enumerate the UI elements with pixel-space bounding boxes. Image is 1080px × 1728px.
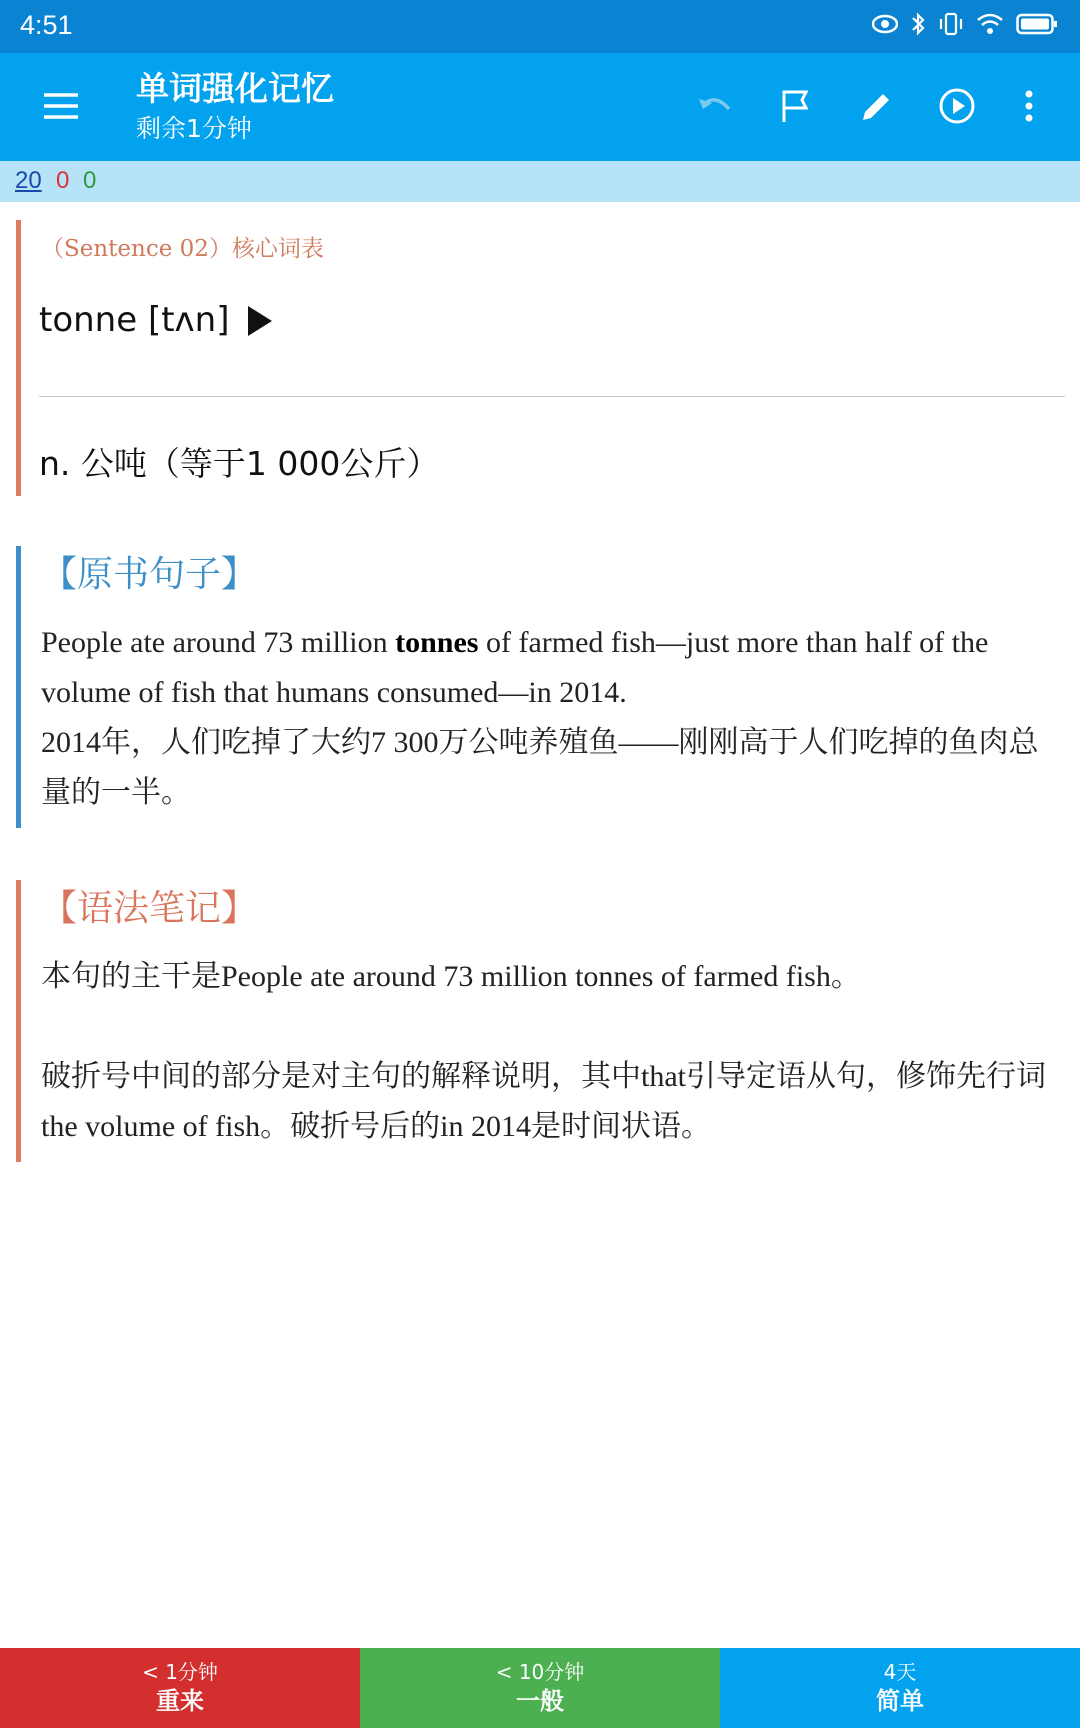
word-text: tonne [tʌn]	[39, 300, 230, 340]
sentence-en-part: People ate around 73 million	[41, 626, 396, 659]
wifi-icon	[976, 13, 1004, 39]
status-bar	[0, 0, 1080, 53]
page-subtitle: 剩余1分钟	[136, 114, 252, 143]
grammar-card	[16, 880, 1069, 1162]
status-time: 4:51	[20, 10, 73, 40]
grammar-paragraph-1: 本句的主干是People ate around 73 million tonnes of farmed fish。	[41, 960, 861, 993]
bluetooth-icon	[910, 12, 926, 40]
grammar-heading: 【语法笔记】	[41, 888, 258, 929]
vibrate-icon	[938, 12, 964, 40]
learning-count: 0	[56, 167, 70, 194]
battery-icon	[1016, 13, 1058, 39]
page-title: 单词强化记忆	[136, 69, 334, 108]
play-circle-icon[interactable]	[928, 77, 986, 135]
easy-button[interactable]	[720, 1648, 1080, 1728]
good-interval: < 10分钟	[495, 1660, 585, 1684]
more-vert-icon[interactable]	[1000, 77, 1058, 135]
again-label: 重来	[156, 1687, 204, 1715]
sentence-card	[16, 546, 1069, 828]
sentence-english	[41, 618, 1061, 718]
sentence-chinese: 2014年，人们吃掉了大约7 300万公吨养殖鱼——刚刚高于人们吃掉的鱼肉总量的一半。	[41, 726, 1039, 809]
highlighted-word: tonnes	[395, 626, 479, 659]
counts-bar	[0, 161, 1080, 202]
good-label: 一般	[516, 1687, 564, 1715]
title-block	[136, 67, 334, 147]
word-meaning: n. 公吨（等于1 000公斤）	[39, 444, 440, 483]
answer-buttons	[0, 1648, 1080, 1728]
word-card	[16, 220, 1069, 496]
app-bar	[0, 53, 1080, 161]
eye-icon	[872, 14, 898, 38]
word-source: （Sentence 02）核心词表	[41, 236, 324, 262]
review-count: 0	[83, 167, 97, 194]
sentence-heading: 【原书句子】	[41, 554, 258, 595]
divider	[39, 396, 1065, 397]
undo-icon[interactable]	[686, 77, 744, 135]
grammar-paragraph-2: 破折号中间的部分是对主句的解释说明，其中that引导定语从句，修饰先行词the volume of fish。破折号后的in 2014是时间状语。	[41, 1060, 1046, 1143]
new-count: 20	[15, 167, 42, 194]
edit-icon[interactable]	[848, 77, 906, 135]
easy-label: 简单	[876, 1687, 924, 1715]
status-icons	[872, 12, 1058, 40]
again-interval: < 1分钟	[142, 1660, 218, 1684]
play-audio-icon[interactable]	[245, 304, 275, 342]
sentence-en-part: of farmed fish—just more than half of the volume of fish that humans consumed—in 2014.	[41, 626, 989, 709]
menu-icon[interactable]	[38, 83, 84, 129]
good-button[interactable]	[360, 1648, 720, 1728]
flag-icon[interactable]	[767, 77, 825, 135]
easy-interval: 4天	[883, 1660, 917, 1684]
again-button[interactable]	[0, 1648, 360, 1728]
